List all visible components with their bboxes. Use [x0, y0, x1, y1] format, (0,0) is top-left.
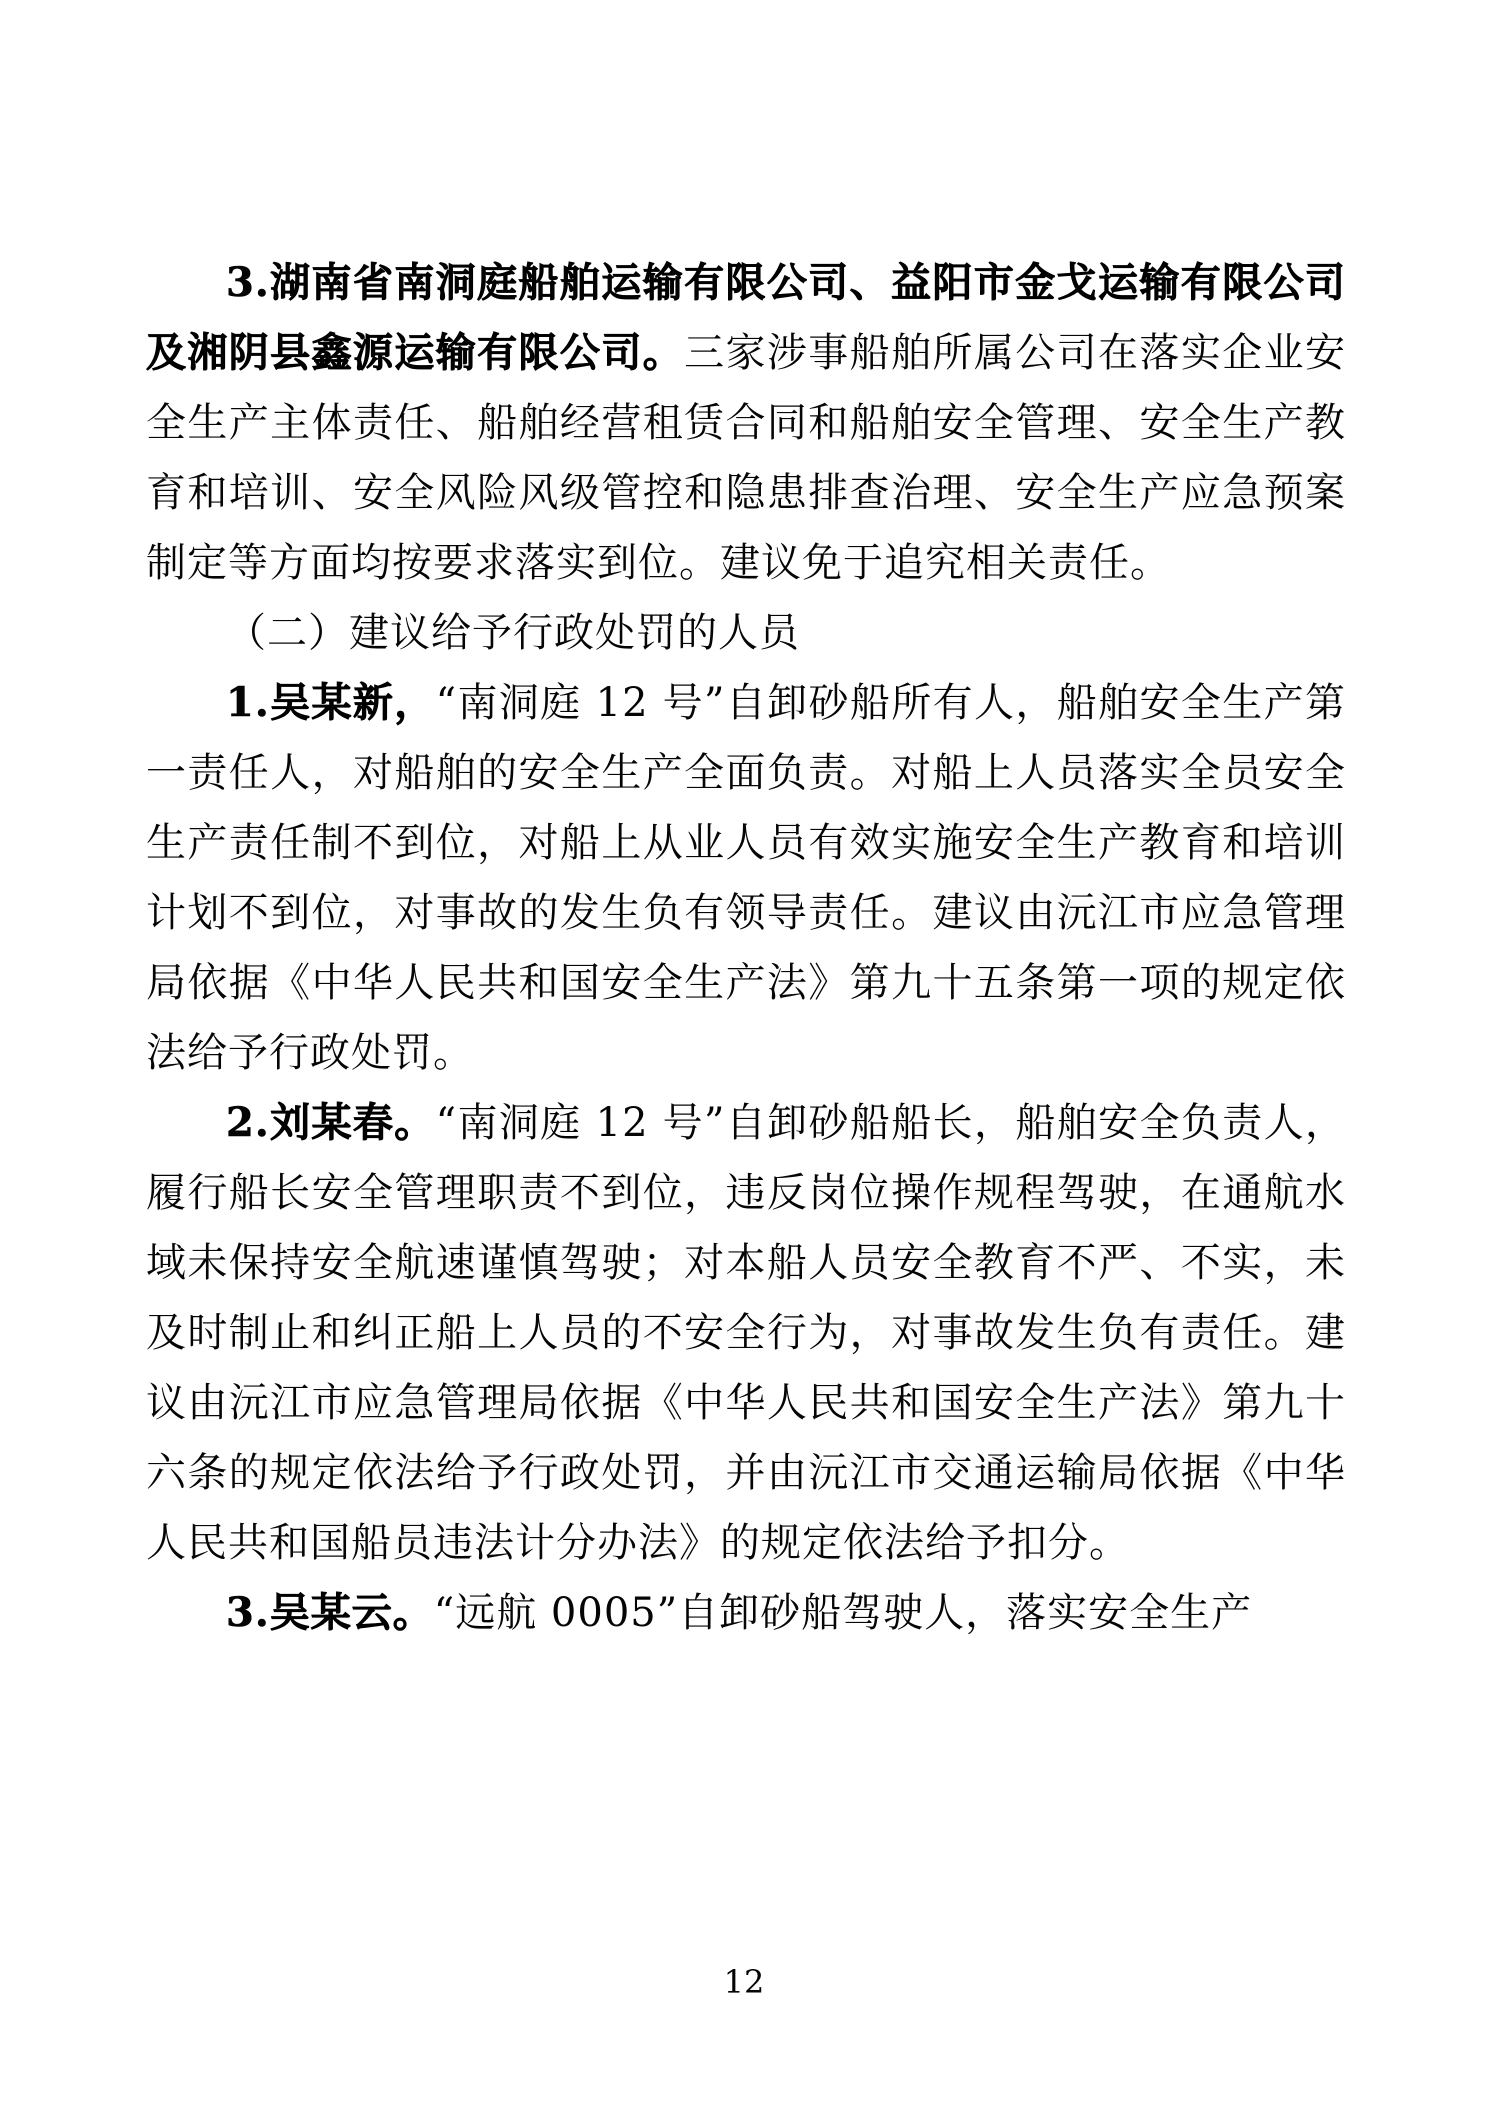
bold-text-run: 3.吴某云。 — [226, 1589, 434, 1636]
paragraph — [146, 248, 1346, 598]
bold-text-run: 1.吴某新， — [226, 679, 436, 726]
text-run: “南洞庭 12 号”自卸砂船船长，船舶安全负责人，履行船长安全管理职责不到位，违反岗位操作规程驾驶，在通航水域未保持安全航速谨慎驾驶；对本船人员安全教育不严、不实，未及时制止和纠正船上人员的不安全行为，对事故发生负有责任。建议由沅江市应急管理局依据《中华人民共和国安全生产法》第九十六条的规定依法给予行政处罚，并由沅江市交通运输局依据《中华人民共和国船员违法计分办法》的规定依法给予扣分。 — [146, 1100, 1346, 1566]
bold-text-run: 3.湖南省南洞庭船舶运输有限公司、益阳市金戈运输有限公司及湘阴县鑫源运输有限公司。 — [146, 259, 1346, 376]
text-run: 三家涉事船舶所属公司在落实企业安全生产主体责任、船舶经营租赁合同和船舶安全管理、安全生产教育和培训、安全风险风级管控和隐患排查治理、安全生产应急预案制定等方面均按要求落实到位。建议免于追究相关责任。 — [146, 330, 1347, 586]
document-body — [146, 248, 1346, 1648]
text-run: “南洞庭 12 号”自卸砂船所有人，船舶安全生产第一责任人，对船舶的安全生产全面负责。对船上人员落实全员安全生产责任制不到位，对船上从业人员有效实施安全生产教育和培训计划不到位，对事故的发生负有领导责任。建议由沅江市应急管理局依据《中华人民共和国安全生产法》第九十五条第一项的规定依法给予行政处罚。 — [146, 680, 1346, 1076]
paragraph — [146, 1088, 1346, 1578]
bold-text-run: 2.刘某春。 — [226, 1099, 436, 1146]
paragraph — [146, 668, 1346, 1088]
text-run: （二）建议给予行政处罚的人员 — [226, 610, 800, 656]
paragraph — [146, 1578, 1346, 1648]
text-run: “远航 0005”自卸砂船驾驶人，落实安全生产 — [433, 1590, 1253, 1636]
page-number: 12 — [723, 1963, 765, 2001]
section-heading — [146, 598, 1346, 668]
